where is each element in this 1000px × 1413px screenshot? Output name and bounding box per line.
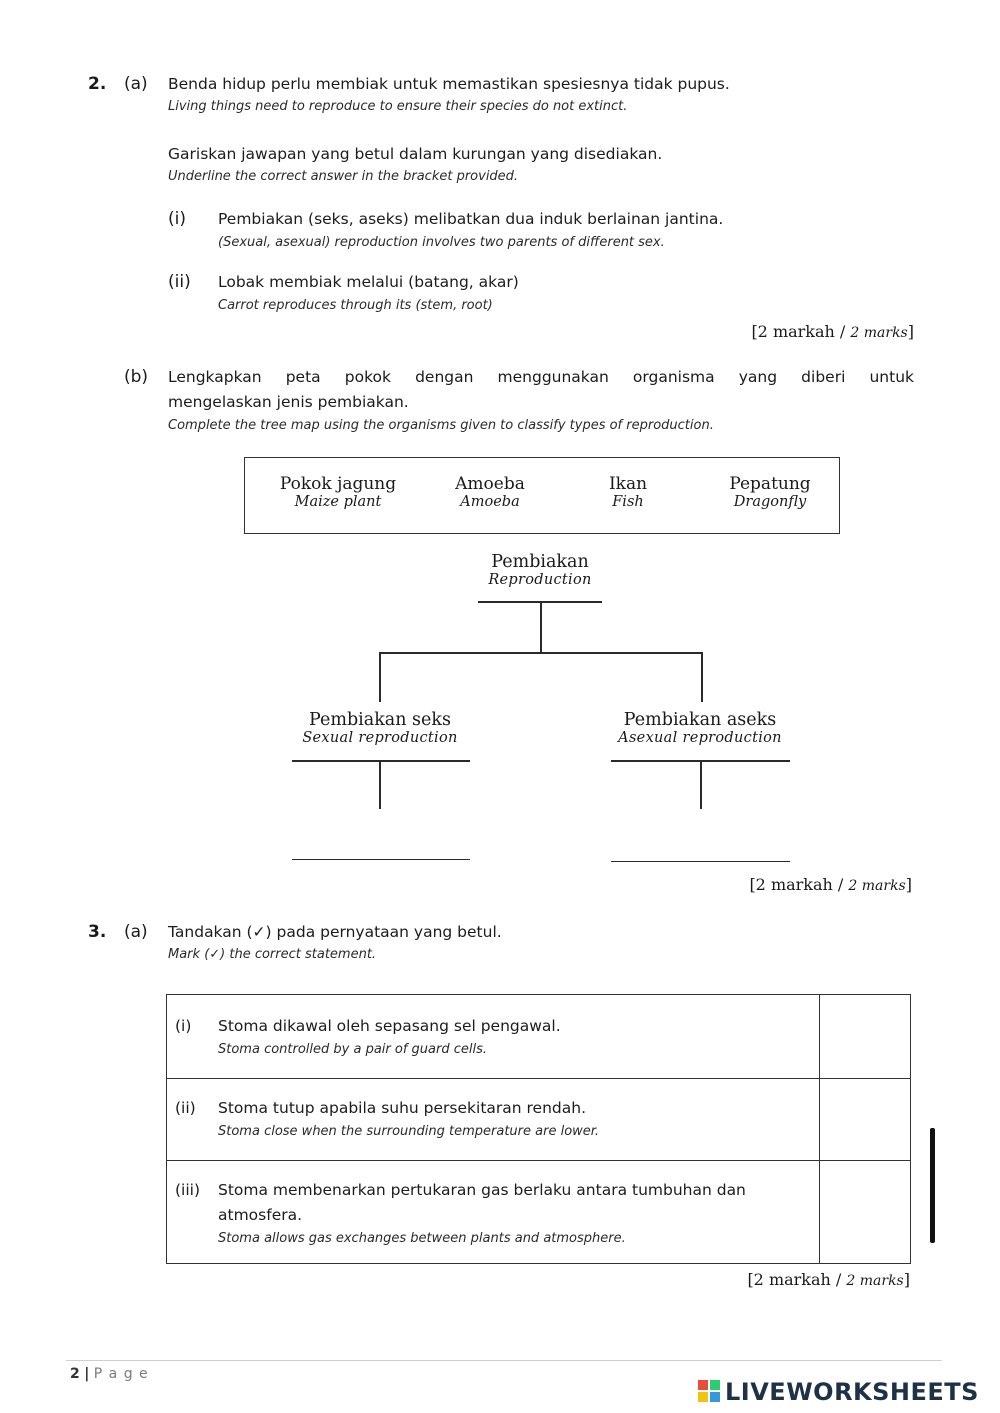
statement-ii-label: (ii)	[175, 1099, 196, 1117]
organism-dragonfly[interactable]	[695, 474, 845, 510]
tree-right-connector	[701, 652, 703, 702]
q2a-item-i-label: (i)	[168, 209, 186, 229]
q3a-marks: [2 markah / 2 marks]	[747, 1270, 910, 1289]
tree-left-node	[280, 710, 480, 746]
tree-left-connector	[379, 652, 381, 702]
tree-branch-bar	[379, 652, 702, 654]
tree-right-answer-blank[interactable]	[611, 861, 790, 862]
statement-row-iii	[167, 1161, 820, 1264]
q2a-item-ii-ms: Lobak membiak melalui (batang, akar)	[218, 273, 519, 291]
page-footer	[70, 1366, 149, 1382]
organism-dragonfly-ms: Pepatung	[729, 474, 811, 494]
tree-left-ms: Pembiakan seks	[309, 710, 451, 730]
organism-fish-en: Fish	[612, 494, 644, 510]
scan-edge-mark	[930, 1128, 935, 1243]
tree-right-en: Asexual reproduction	[618, 730, 782, 746]
organism-maize-ms: Pokok jagung	[279, 474, 397, 494]
question-2-number: 2.	[88, 74, 107, 94]
tree-left-down-connector	[379, 761, 381, 809]
question-2a-label: (a)	[124, 74, 148, 94]
statement-ii-en: Stoma close when the surrounding temperature are lower.	[218, 1124, 600, 1139]
page-word: P a g e	[93, 1366, 149, 1382]
q2b-marks: [2 markah / 2 marks]	[749, 875, 912, 894]
q2a-stem-ms: Benda hidup perlu membiak untuk memastikan spesiesnya tidak pupus.	[168, 75, 730, 93]
organism-maize-en: Maize plant	[294, 494, 382, 510]
organism-box	[244, 457, 840, 534]
statement-ii-ms: Stoma tutup apabila suhu persekitaran rendah.	[218, 1099, 586, 1117]
statement-iii-label: (iii)	[175, 1181, 201, 1199]
tree-root-en: Reproduction	[488, 572, 592, 588]
footer-divider	[66, 1360, 942, 1361]
q2a-instruction-en: Underline the correct answer in the bracket provided.	[168, 169, 519, 184]
tree-left-en: Sexual reproduction	[302, 730, 458, 746]
tree-left-answer-blank[interactable]	[292, 859, 470, 860]
statement-row-ii	[167, 1079, 820, 1161]
statement-iii-en: Stoma allows gas exchanges between plants and atmosphere.	[218, 1231, 626, 1246]
tick-cell-iii[interactable]	[820, 1161, 911, 1264]
q2a-marks: [2 markah / 2 marks]	[751, 322, 914, 341]
q2a-item-i-ms: Pembiakan (seks, aseks) melibatkan dua induk berlainan jantina.	[218, 210, 724, 228]
organism-dragonfly-en: Dragonfly	[733, 494, 807, 510]
organism-fish[interactable]	[553, 474, 703, 510]
q2a-instruction-ms: Gariskan jawapan yang betul dalam kurungan yang disediakan.	[168, 145, 663, 163]
q2a-item-ii-en: Carrot reproduces through its (stem, root)	[218, 298, 493, 313]
tick-cell-ii[interactable]	[820, 1079, 911, 1161]
tree-right-ms: Pembiakan aseks	[623, 710, 777, 730]
q2b-stem-ms-line2: mengelaskan jenis pembiakan.	[168, 393, 409, 411]
tree-root-ms: Pembiakan	[491, 552, 589, 572]
q2a-item-i-en: (Sexual, asexual) reproduction involves two parents of different sex.	[218, 235, 665, 250]
statement-iii-ms: Stoma membenarkan pertukaran gas berlaku antara tumbuhan dan	[218, 1181, 746, 1199]
organism-maize[interactable]	[263, 474, 413, 510]
liveworksheets-logo-icon	[698, 1380, 722, 1406]
statement-i-en: Stoma controlled by a pair of guard cells.	[218, 1042, 488, 1057]
q3a-instruction-en: Mark (✓) the correct statement.	[168, 947, 377, 962]
q2b-stem-ms-line1: Lengkapkan peta pokok dengan menggunakan organisma yang diberi untuk	[168, 368, 914, 386]
statement-table	[166, 994, 911, 1264]
question-3-number: 3.	[88, 922, 107, 942]
q2b-stem-en: Complete the tree map using the organisms given to classify types of reproduction.	[168, 418, 714, 433]
statement-row-i	[167, 995, 820, 1079]
q2a-stem-en: Living things need to reproduce to ensure their species do not extinct.	[168, 99, 628, 114]
tick-cell-i[interactable]	[820, 995, 911, 1079]
q3a-instruction-ms: Tandakan (✓) pada pernyataan yang betul.	[168, 923, 502, 941]
question-2b-label: (b)	[124, 367, 149, 387]
tree-root-node	[440, 552, 640, 588]
organism-amoeba-en: Amoeba	[460, 494, 520, 510]
tree-root-connector	[540, 602, 542, 652]
organism-amoeba-ms: Amoeba	[455, 474, 525, 494]
tree-left-underline	[292, 760, 470, 762]
organism-fish-ms: Ikan	[608, 474, 648, 494]
liveworksheets-logo[interactable]	[698, 1378, 994, 1408]
page-number: 2	[70, 1366, 80, 1382]
liveworksheets-brand: LIVEWORKSHEETS	[725, 1378, 979, 1406]
statement-iii-ms-line2: atmosfera.	[218, 1206, 303, 1224]
tree-right-node	[600, 710, 800, 746]
tree-right-down-connector	[700, 761, 702, 809]
question-3a-label: (a)	[124, 922, 148, 942]
statement-i-ms: Stoma dikawal oleh sepasang sel pengawal.	[218, 1017, 561, 1035]
organism-amoeba[interactable]	[415, 474, 565, 510]
statement-i-label: (i)	[175, 1017, 192, 1035]
q2a-item-ii-label: (ii)	[168, 272, 191, 292]
page-separator: |	[84, 1366, 90, 1382]
